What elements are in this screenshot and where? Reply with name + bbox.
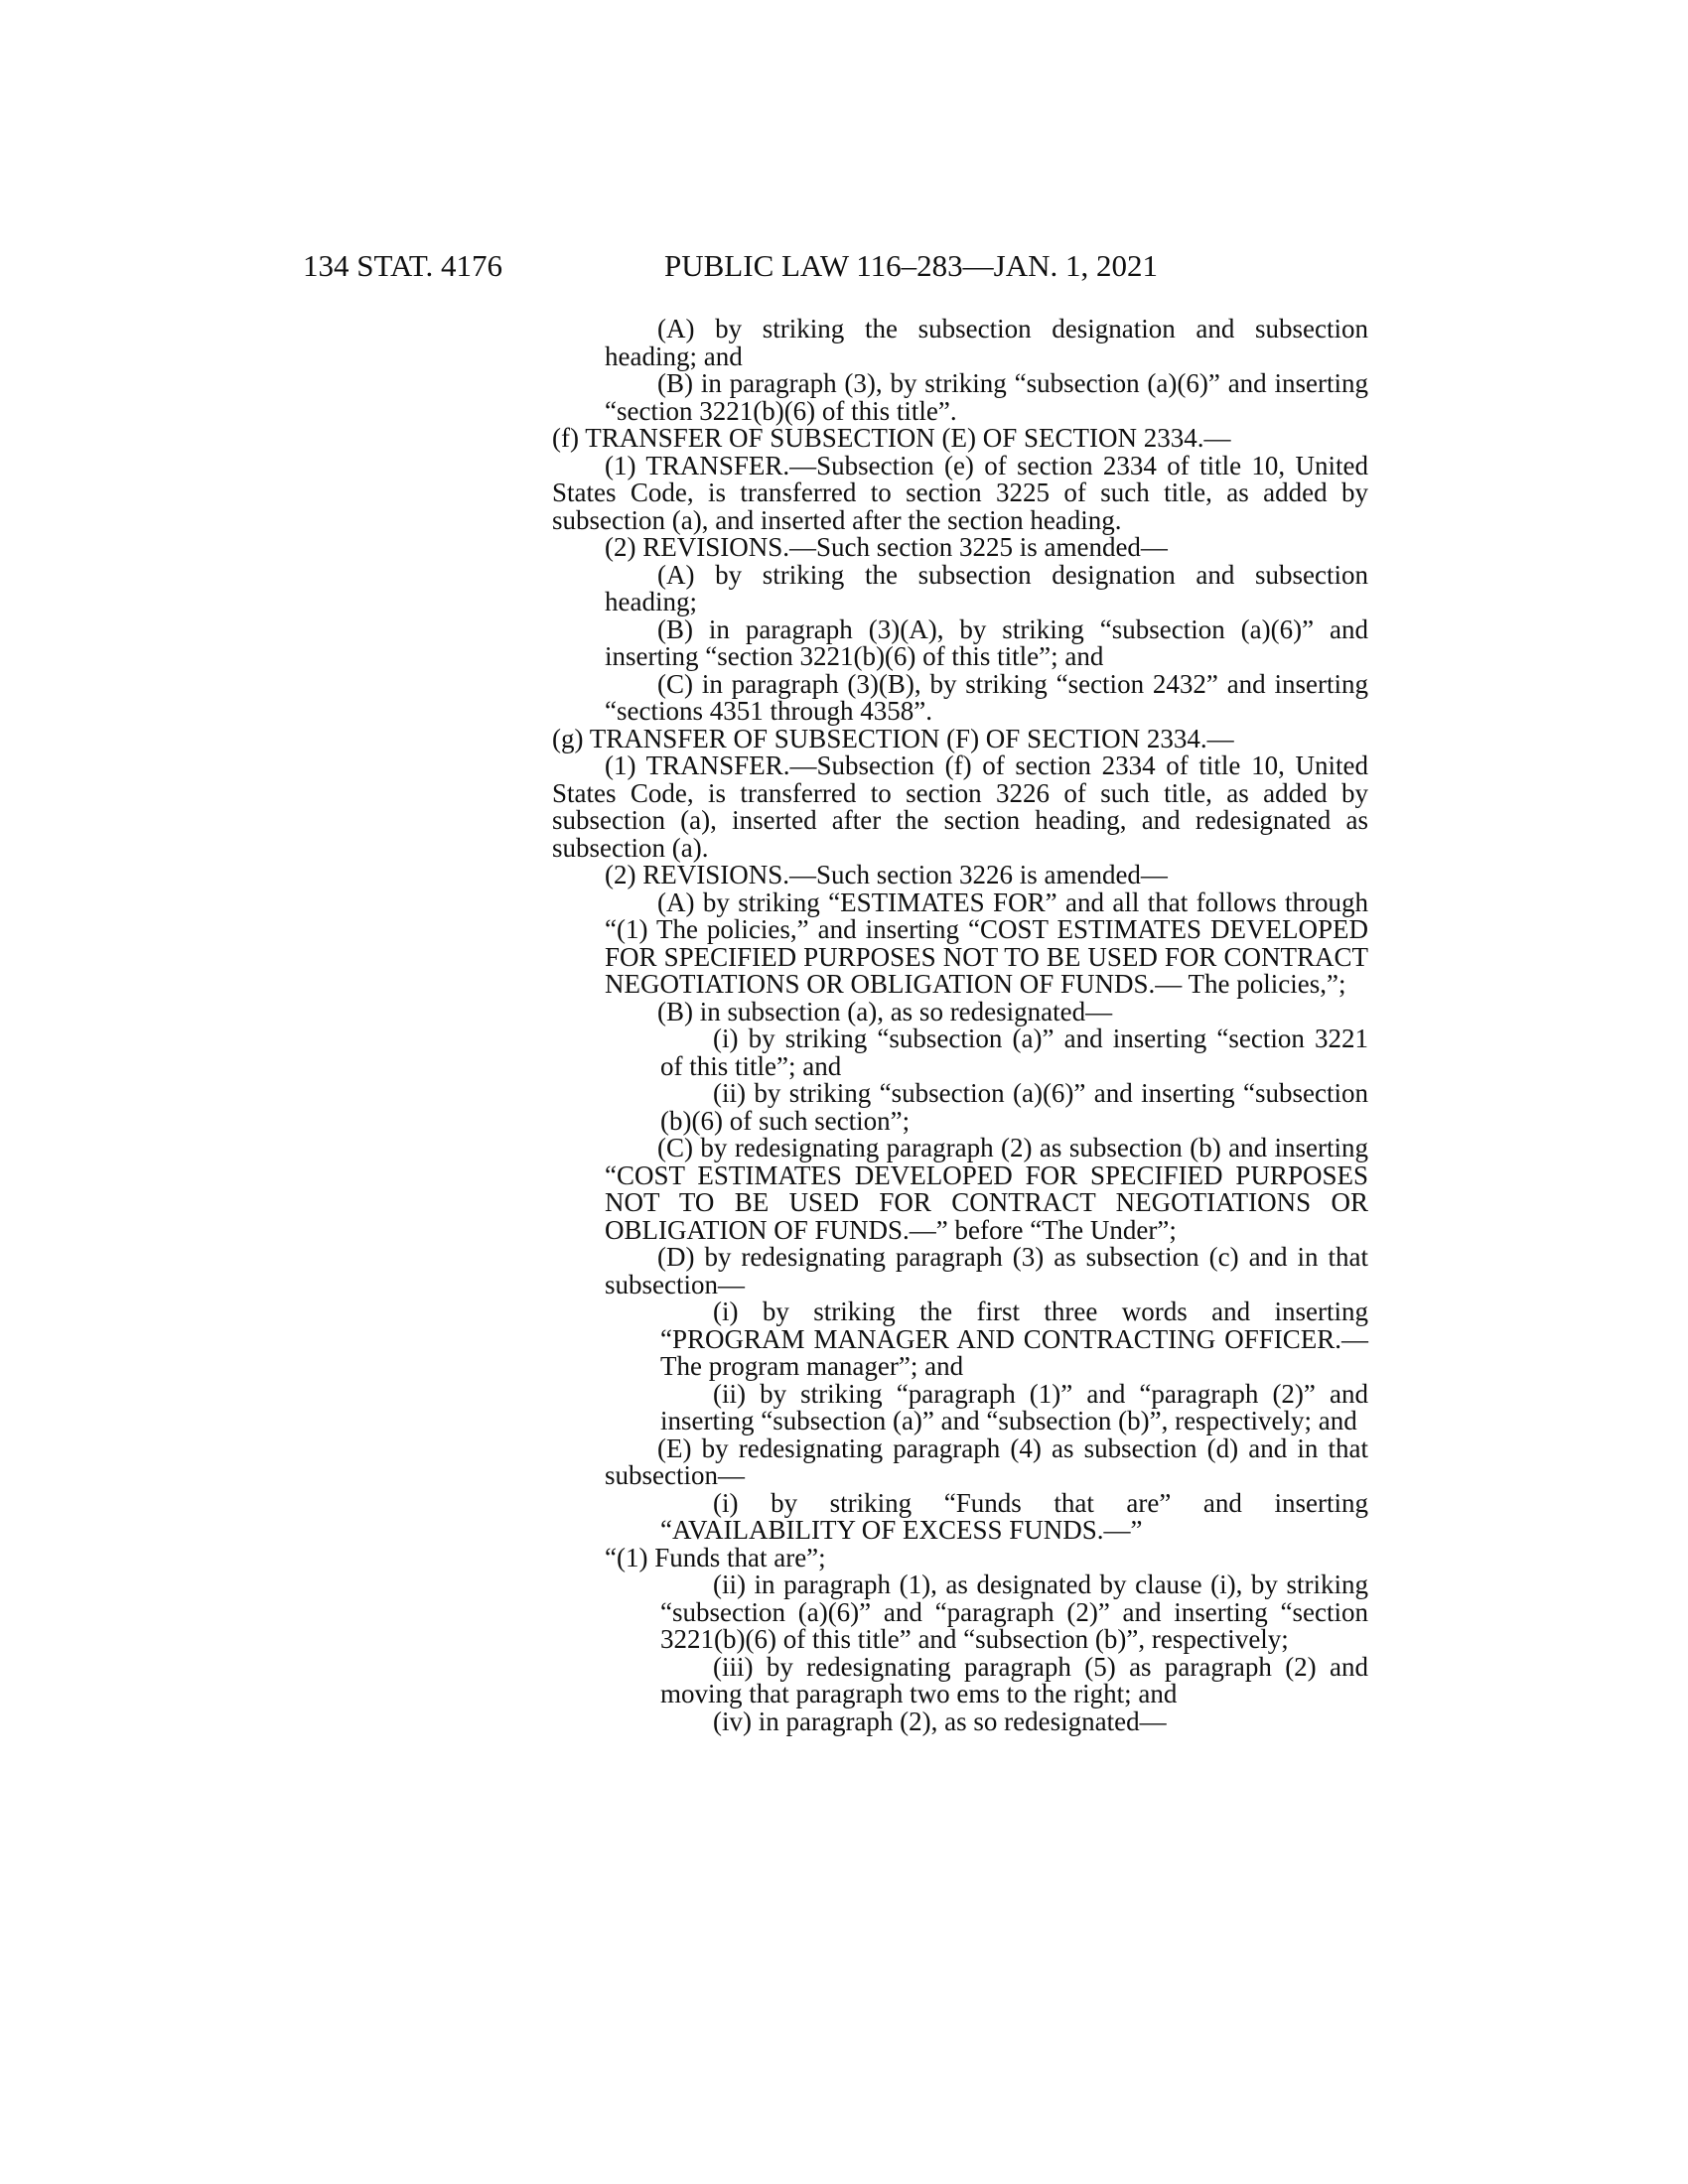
paragraph-clause-b-1: (B) in paragraph (3), by striking “subsection (a)(6)” and inserting “section 3221(b)(6) of this title”. <box>605 368 1368 426</box>
page-header <box>0 248 1688 288</box>
running-head: PUBLIC LAW 116–283—JAN. 1, 2021 <box>664 248 1158 283</box>
clause-g-2-b-ii: (ii) by striking “subsection (a)(6)” and inserting “subsection (b)(6) of such section”; <box>660 1078 1368 1136</box>
paragraph-clause-a-1: (A) by striking the subsection designation and subsection heading; and <box>605 314 1368 371</box>
paragraph-f-2-revisions: (2) REVISIONS.—Such section 3225 is amended— <box>605 532 1168 562</box>
clause-g-2-d-i: (i) by striking the first three words and inserting “PROGRAM MANAGER AND CONTRACTING OFFICER.—The program manager”; and <box>660 1297 1368 1381</box>
clause-g-2-d-ii: (ii) by striking “paragraph (1)” and “paragraph (2)” and inserting “subsection (a)” and “subsection (b)”, respectively; and <box>660 1378 1368 1435</box>
paragraph-g-2-revisions: (2) REVISIONS.—Such section 3226 is amended— <box>605 860 1168 889</box>
subsection-f-heading: (f) TRANSFER OF SUBSECTION (E) OF SECTION 2334.— <box>552 423 1231 453</box>
paragraph-f-2-c: (C) in paragraph (3)(B), by striking “section 2432” and inserting “sections 4351 through 4358”. <box>605 668 1368 726</box>
paragraph-g-1-transfer: (1) TRANSFER.—Subsection (f) of section 2334 of title 10, United States Code, is transferred to section 3226 of such title, as added by subsection (a), inserted after the section heading, and redesignated as subsection (a). <box>552 751 1368 863</box>
subsection-g-heading: (g) TRANSFER OF SUBSECTION (F) OF SECTION 2334.— <box>552 723 1234 753</box>
page-number: 134 STAT. 4176 <box>303 248 503 283</box>
clause-g-2-e-iii: (iii) by redesignating paragraph (5) as paragraph (2) and moving that paragraph two ems to the right; and <box>660 1651 1368 1708</box>
paragraph-g-2-b: (B) in subsection (a), as so redesignated— <box>657 996 1113 1026</box>
quoted-funds-line: “(1) Funds that are”; <box>605 1542 826 1572</box>
paragraph-g-2-a: (A) by striking “ESTIMATES FOR” and all that follows through “(1) The policies,” and inserting “COST ESTIMATES DEVELOPED FOR SPECIFIED PURPOSES NOT TO BE USED FOR CONTRACT NEGOTIATIONS OR OBLIGATION OF FUNDS.— The policies,”; <box>605 887 1368 999</box>
paragraph-g-2-c: (C) by redesignating paragraph (2) as subsection (b) and inserting “COST ESTIMATES DEVELOPED FOR SPECIFIED PURPOSES NOT TO BE USED FOR CONTRACT NEGOTIATIONS OR OBLIGATION OF FUNDS.—” before “The Under”; <box>605 1133 1368 1245</box>
clause-g-2-e-i: (i) by striking “Funds that are” and inserting “AVAILABILITY OF EXCESS FUNDS.—” <box>660 1487 1368 1545</box>
paragraph-f-1-transfer: (1) TRANSFER.—Subsection (e) of section 2334 of title 10, United States Code, is transferred to section 3225 of such title, as added by subsection (a), and inserted after the section heading. <box>552 450 1368 535</box>
clause-g-2-b-i: (i) by striking “subsection (a)” and inserting “section 3221 of this title”; and <box>660 1024 1368 1081</box>
clause-g-2-e-iv: (iv) in paragraph (2), as so redesignated— <box>713 1706 1167 1736</box>
paragraph-g-2-d: (D) by redesignating paragraph (3) as subsection (c) and in that subsection— <box>605 1242 1368 1299</box>
clause-g-2-e-ii: (ii) in paragraph (1), as designated by clause (i), by striking “subsection (a)(6)” and “paragraph (2)” and inserting “section 3221(b)(6) of this title” and “subsection (b)”, respectively; <box>660 1570 1368 1654</box>
statute-text <box>552 316 1368 1735</box>
paragraph-f-2-b: (B) in paragraph (3)(A), by striking “subsection (a)(6)” and inserting “section 3221(b)(6) of this title”; and <box>605 614 1368 671</box>
paragraph-g-2-e: (E) by redesignating paragraph (4) as subsection (d) and in that subsection— <box>605 1433 1368 1490</box>
paragraph-f-2-a: (A) by striking the subsection designation and subsection heading; <box>605 559 1368 616</box>
